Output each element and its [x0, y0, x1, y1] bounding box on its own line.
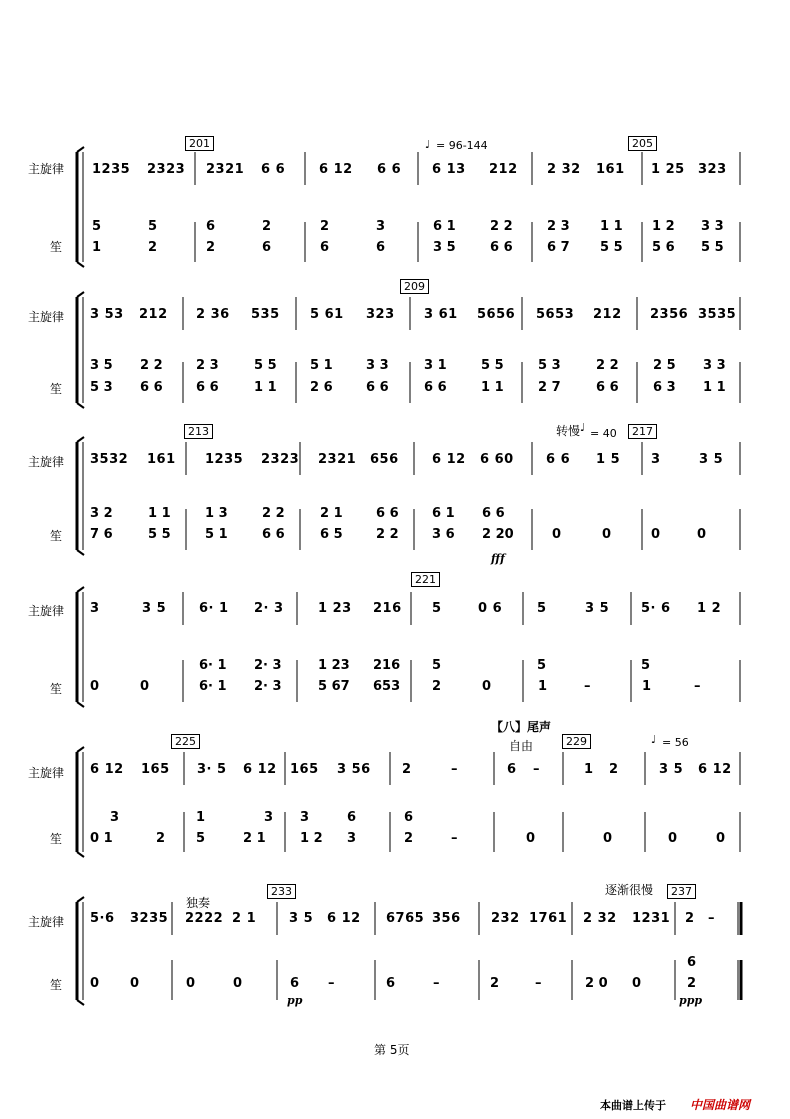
main-note: 3 5	[699, 452, 724, 467]
sheng-lower-note: 0	[603, 831, 613, 846]
sheng-lower-note: 5 5	[148, 527, 171, 542]
sheng-lower-note: 0	[697, 527, 707, 542]
sheng-upper-note: 216	[373, 658, 401, 673]
sheng-lower-note: 1 1	[703, 380, 726, 395]
main-note: 2 36	[196, 307, 230, 322]
main-note: 1 2	[697, 601, 722, 616]
sheng-lower-note: 6 5	[320, 527, 343, 542]
main-note: 1235	[205, 452, 244, 467]
rehearsal-mark: 205	[628, 136, 657, 151]
sheng-upper-note: 6	[206, 219, 216, 234]
sheng-upper-note: 5	[641, 658, 651, 673]
main-note: 2222	[185, 911, 224, 926]
tempo-change-text: 转慢	[556, 424, 581, 438]
sheng-upper-note: 2	[320, 219, 330, 234]
sheng-lower-note: 5 5	[701, 240, 724, 255]
sheng-lower-note: 0	[526, 831, 536, 846]
sheng-upper-note: 5	[432, 658, 442, 673]
part-label-main: 主旋律	[28, 455, 65, 469]
free-tempo-text: 自由	[509, 739, 534, 753]
sheng-lower-note: –	[535, 976, 542, 991]
main-note: 3 53	[90, 307, 124, 322]
sheng-upper-note: 3 1	[424, 358, 447, 373]
tempo-marking: = 56	[662, 736, 689, 749]
system-bracket	[77, 852, 84, 857]
main-note: 6 12	[327, 911, 361, 926]
sheng-lower-note: 6	[376, 240, 386, 255]
sheng-lower-note: 2 0	[585, 976, 608, 991]
sheng-lower-note: 2	[156, 831, 166, 846]
sheng-lower-note: 0	[552, 527, 562, 542]
main-note: 656	[370, 452, 399, 467]
sheng-lower-note: 5 3	[90, 380, 113, 395]
system-bracket	[77, 587, 84, 592]
sheng-upper-note: 3 5	[90, 358, 113, 373]
main-note: 3 5	[659, 762, 684, 777]
sheng-lower-note: 2 1	[243, 831, 266, 846]
sheng-upper-note: 6 6	[376, 506, 399, 521]
sheng-lower-note: 2	[206, 240, 216, 255]
sheng-lower-note: 2	[148, 240, 158, 255]
sheng-lower-note: 5 5	[600, 240, 623, 255]
sheng-lower-note: 6	[290, 976, 300, 991]
sheng-lower-note: 1 1	[481, 380, 504, 395]
sheng-upper-note: 6	[347, 810, 357, 825]
sheng-lower-note: 1	[92, 240, 102, 255]
rehearsal-mark: 237	[667, 884, 696, 899]
sheng-upper-note: 2 2	[140, 358, 163, 373]
sheng-upper-note: 6 1	[433, 219, 456, 234]
sheng-upper-note: 2 2	[596, 358, 619, 373]
part-label-sheng: 笙	[50, 240, 63, 254]
part-label-main: 主旋律	[28, 310, 65, 324]
sheng-lower-note: 6	[320, 240, 330, 255]
sheng-upper-note: 2 3	[196, 358, 219, 373]
sheng-lower-note: –	[328, 976, 335, 991]
sheng-upper-note: 3 3	[701, 219, 724, 234]
part-label-sheng: 笙	[50, 682, 63, 696]
main-note: 3532	[90, 452, 129, 467]
main-note: 2· 3	[254, 601, 284, 616]
sheng-lower-note: 1 1	[254, 380, 277, 395]
rehearsal-mark: 225	[171, 734, 200, 749]
sheng-lower-note: 3 6	[432, 527, 455, 542]
main-note: 3	[90, 601, 100, 616]
part-label-main: 主旋律	[28, 915, 65, 929]
main-note: 1	[584, 762, 594, 777]
main-note: 2 1	[232, 911, 257, 926]
sheng-upper-note: 6· 1	[199, 658, 227, 673]
main-note: 1231	[632, 911, 671, 926]
sheng-lower-note: 0	[651, 527, 661, 542]
main-note: –	[451, 762, 458, 777]
sheng-lower-note: –	[584, 679, 591, 694]
main-note: –	[708, 911, 715, 926]
main-note: 6 12	[698, 762, 732, 777]
main-note: 1235	[92, 162, 131, 177]
part-label-main: 主旋律	[28, 604, 65, 618]
dynamic-marking: ppp	[679, 994, 703, 1007]
sheng-upper-note: 5	[148, 219, 158, 234]
tempo-marking: = 40	[590, 427, 617, 440]
rehearsal-mark: 209	[400, 279, 429, 294]
upload-credit: 本曲谱上传于	[600, 1099, 666, 1112]
sheng-lower-note: 3	[347, 831, 357, 846]
sheng-lower-note: 0	[130, 976, 140, 991]
main-note: 535	[251, 307, 280, 322]
part-label-sheng: 笙	[50, 382, 63, 396]
sheng-lower-note: 0	[140, 679, 150, 694]
main-note: 161	[596, 162, 625, 177]
sheng-upper-note: 1 1	[600, 219, 623, 234]
main-note: 2	[685, 911, 695, 926]
sheng-upper-note: 6 1	[432, 506, 455, 521]
system-bracket	[77, 292, 84, 297]
part-label-sheng: 笙	[50, 978, 63, 992]
sheng-lower-note: 1	[642, 679, 652, 694]
main-note: 5	[537, 601, 547, 616]
main-note: –	[533, 762, 540, 777]
main-note: 2 32	[547, 162, 581, 177]
sheng-lower-note: 0	[632, 976, 642, 991]
sheng-upper-note: 1 23	[318, 658, 350, 673]
sheng-lower-note: 2	[432, 679, 442, 694]
main-note: 5·6	[90, 911, 115, 926]
sheng-lower-note: 0	[668, 831, 678, 846]
sheng-upper-note: 6	[404, 810, 414, 825]
sheng-upper-note: 2 3	[547, 219, 570, 234]
main-note: 2323	[147, 162, 186, 177]
sheng-upper-note: 1 1	[148, 506, 171, 521]
dynamic-marking: pp	[287, 994, 303, 1007]
sheng-lower-note: 0	[482, 679, 492, 694]
main-note: 6 12	[90, 762, 124, 777]
part-label-sheng: 笙	[50, 529, 63, 543]
sheng-upper-note: 3	[300, 810, 310, 825]
sheng-upper-note: 5 5	[254, 358, 277, 373]
sheng-lower-note: 6 6	[140, 380, 163, 395]
main-note: 5· 6	[641, 601, 671, 616]
main-note: 2	[402, 762, 412, 777]
main-note: 5653	[536, 307, 575, 322]
sheng-lower-note: 2 20	[482, 527, 514, 542]
sheng-upper-note: 2 5	[653, 358, 676, 373]
sheng-lower-note: 2	[687, 976, 697, 991]
sheng-lower-note: 6 6	[262, 527, 285, 542]
quarter-note-icon: ♩	[425, 138, 431, 151]
system-bracket	[77, 437, 84, 442]
sheng-lower-note: 0	[90, 679, 100, 694]
sheng-lower-note: 6 6	[490, 240, 513, 255]
main-note: 6· 1	[199, 601, 229, 616]
main-note: 6 12	[243, 762, 277, 777]
main-note: 323	[366, 307, 395, 322]
system-bracket	[77, 897, 84, 902]
part-label-main: 主旋律	[28, 766, 65, 780]
main-note: 3 5	[289, 911, 314, 926]
main-note: 212	[139, 307, 168, 322]
main-note: 2 32	[583, 911, 617, 926]
main-note: 3235	[130, 911, 169, 926]
sheng-lower-note: 6 6	[366, 380, 389, 395]
part-label-main: 主旋律	[28, 162, 65, 176]
sheng-upper-note: 3 3	[703, 358, 726, 373]
main-note: 2321	[318, 452, 357, 467]
sheng-lower-note: 6 7	[547, 240, 570, 255]
sheng-upper-note: 5 5	[481, 358, 504, 373]
sheng-upper-note: 2 1	[320, 506, 343, 521]
sheng-upper-note: 5 1	[310, 358, 333, 373]
main-note: 6 6	[261, 162, 286, 177]
sheng-lower-note: 5 1	[205, 527, 228, 542]
sheng-lower-note: 6· 1	[199, 679, 227, 694]
section-title: 【八】尾声	[491, 720, 552, 734]
rehearsal-mark: 229	[562, 734, 591, 749]
rehearsal-mark: 233	[267, 884, 296, 899]
page-number: 第 5页	[374, 1043, 410, 1057]
sheng-upper-note: 2 2	[262, 506, 285, 521]
sheng-lower-note: 2 6	[310, 380, 333, 395]
sheng-lower-note: 0	[186, 976, 196, 991]
main-note: 2321	[206, 162, 245, 177]
system-bracket	[77, 147, 84, 152]
main-note: 1 5	[596, 452, 621, 467]
sheng-upper-note: 2 2	[490, 219, 513, 234]
rehearsal-mark: 217	[628, 424, 657, 439]
system-bracket	[77, 747, 84, 752]
sheng-upper-note: 1 3	[205, 506, 228, 521]
sheng-upper-note: 6 6	[482, 506, 505, 521]
rehearsal-mark: 213	[184, 424, 213, 439]
sheng-upper-note: 3 3	[366, 358, 389, 373]
system-bracket	[77, 1000, 84, 1005]
main-note: 3 56	[337, 762, 371, 777]
main-note: 1 23	[318, 601, 352, 616]
sheng-lower-note: 6	[262, 240, 272, 255]
sheng-upper-note: 1	[196, 810, 206, 825]
tempo-marking: = 96-144	[436, 139, 488, 152]
sheng-lower-note: 3 5	[433, 240, 456, 255]
main-note: 212	[489, 162, 518, 177]
sheng-upper-note: 5 3	[538, 358, 561, 373]
main-note: 1 25	[651, 162, 685, 177]
main-note: 6 60	[480, 452, 514, 467]
system-bracket	[77, 702, 84, 707]
quarter-note-icon: ♩	[651, 733, 657, 746]
sheng-lower-note: 0	[90, 976, 100, 991]
sheng-upper-note: 3	[110, 810, 120, 825]
sheng-lower-note: 0	[716, 831, 726, 846]
main-note: 216	[373, 601, 402, 616]
rehearsal-mark: 201	[185, 136, 214, 151]
sheng-upper-note: 1 2	[652, 219, 675, 234]
sheng-upper-note: 3	[264, 810, 274, 825]
sheng-lower-note: –	[451, 831, 458, 846]
main-note: 165	[141, 762, 170, 777]
main-note: 3 61	[424, 307, 458, 322]
sheng-lower-note: 6 6	[196, 380, 219, 395]
ritardando-text: 逐渐很慢	[605, 883, 654, 897]
sheng-lower-note: 653	[373, 679, 401, 694]
sheng-lower-note: 5 6	[652, 240, 675, 255]
main-note: 2323	[261, 452, 300, 467]
sheng-lower-note: 2 2	[376, 527, 399, 542]
main-note: 6 6	[546, 452, 571, 467]
main-note: 6 12	[432, 452, 466, 467]
main-note: 2356	[650, 307, 689, 322]
sheng-lower-note: 2	[490, 976, 500, 991]
solo-text: 独奏	[186, 896, 211, 910]
sheng-lower-note: –	[694, 679, 701, 694]
rehearsal-mark: 221	[411, 572, 440, 587]
main-note: 3535	[698, 307, 737, 322]
main-note: 212	[593, 307, 622, 322]
main-note: 3· 5	[197, 762, 227, 777]
main-note: 2	[609, 762, 619, 777]
sheng-lower-note: 1 2	[300, 831, 323, 846]
main-note: 161	[147, 452, 176, 467]
dynamic-marking: fff	[491, 552, 505, 565]
main-note: 6	[507, 762, 517, 777]
quarter-note-icon: ♩	[580, 421, 586, 434]
main-note: 0 6	[478, 601, 503, 616]
sheng-lower-note: 7 6	[90, 527, 113, 542]
sheng-upper-note: 5	[537, 658, 547, 673]
sheng-lower-note: 5	[196, 831, 206, 846]
main-note: 165	[290, 762, 319, 777]
sheng-lower-note: 2	[404, 831, 414, 846]
main-note: 3 5	[585, 601, 610, 616]
sheng-lower-note: 0	[233, 976, 243, 991]
main-note: 5656	[477, 307, 516, 322]
system-bracket	[77, 550, 84, 555]
sheng-lower-note: 5 67	[318, 679, 350, 694]
main-note: 323	[698, 162, 727, 177]
sheng-lower-note: 6	[386, 976, 396, 991]
main-note: 6 13	[432, 162, 466, 177]
main-note: 6765	[386, 911, 425, 926]
sheng-lower-note: 2· 3	[254, 679, 282, 694]
sheng-lower-note: 6 6	[424, 380, 447, 395]
main-note: 1761	[529, 911, 568, 926]
main-note: 6 12	[319, 162, 353, 177]
sheng-lower-note: 6 6	[596, 380, 619, 395]
sheng-upper-note: 3 2	[90, 506, 113, 521]
sheng-upper-note: 2	[262, 219, 272, 234]
sheng-lower-note: 1	[538, 679, 548, 694]
main-note: 3 5	[142, 601, 167, 616]
system-bracket	[77, 403, 84, 408]
main-note: 5	[432, 601, 442, 616]
sheng-upper-note: 2· 3	[254, 658, 282, 673]
sheng-lower-note: 0 1	[90, 831, 113, 846]
main-note: 232	[491, 911, 520, 926]
main-note: 6 6	[377, 162, 402, 177]
main-note: 3	[651, 452, 661, 467]
sheng-lower-note: 6 3	[653, 380, 676, 395]
site-logo: 中国曲谱网	[690, 1098, 751, 1112]
main-note: 5 61	[310, 307, 344, 322]
sheng-upper-note: 3	[376, 219, 386, 234]
part-label-sheng: 笙	[50, 832, 63, 846]
sheng-lower-note: –	[433, 976, 440, 991]
sheng-lower-note: 0	[602, 527, 612, 542]
main-note: 356	[432, 911, 461, 926]
sheng-lower-note: 2 7	[538, 380, 561, 395]
sheng-upper-note: 5	[92, 219, 102, 234]
system-bracket	[77, 262, 84, 267]
sheng-upper-note: 6	[687, 955, 697, 970]
